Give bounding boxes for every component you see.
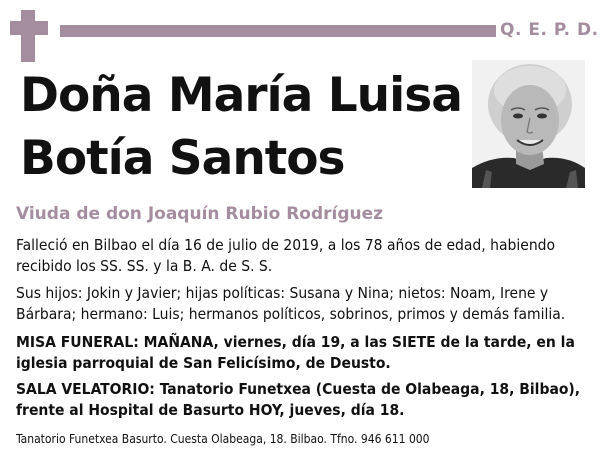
deceased-name-line1: Doña María Luisa (20, 68, 462, 123)
family-text: Sus hijos: Jokin y Javier; hijas políticas: Susana y Nina; nietos: Noam, Irene y Bárbara; hermano: Luis; hermanos políticos, sobrinos, primos y demás familia. (16, 284, 566, 323)
wake-room-text: SALA VELATORIO: Tanatorio Funetxea (Cuesta de Olabeaga, 18, Bilbao), frente al Hospital de Basurto HOY, jueves, día 18. (16, 380, 581, 419)
death-notice-text: Falleció en Bilbao el día 16 de julio de 2019, a los 78 años de edad, habiendo recibido los SS. SS. y la B. A. de S. S. (16, 236, 556, 275)
funeral-mass-text: MISA FUNERAL: MAÑANA, viernes, día 19, a las SIETE de la tarde, en la iglesia parroquial de San Felicísimo, de Deusto. (16, 333, 575, 372)
deceased-name-line2: Botía Santos (20, 131, 345, 186)
widow-subtitle: Viuda de don Joaquín Rubio Rodríguez (16, 204, 384, 224)
deceased-photo (472, 60, 585, 188)
header-divider (60, 25, 496, 37)
qepd-label: Q. E. P. D. (500, 20, 599, 40)
funeral-home-footer: Tanatorio Funetxea Basurto. Cuesta Olabeaga, 18. Bilbao. Tfno. 946 611 000 (16, 432, 430, 446)
